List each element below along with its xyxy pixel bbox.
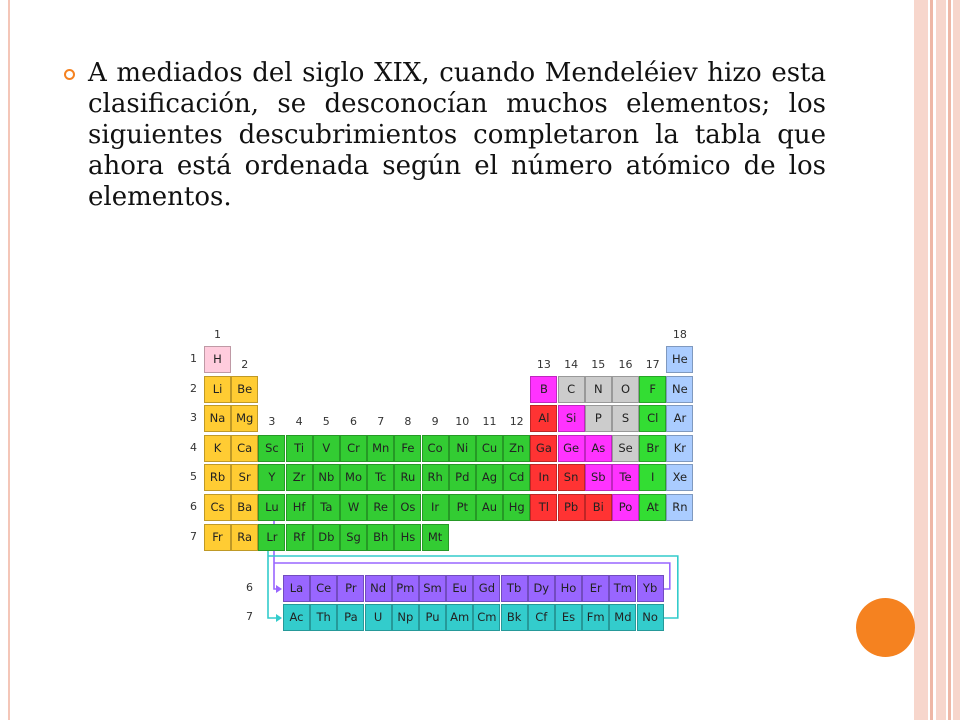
element-cell: U <box>365 604 392 631</box>
element-cell: Am <box>446 604 473 631</box>
element-cell: As <box>585 435 612 462</box>
element-cell: Er <box>582 575 609 602</box>
group-label: 3 <box>268 414 276 428</box>
element-cell: Ar <box>666 405 693 432</box>
element-cell: Sg <box>340 524 367 551</box>
element-cell: Kr <box>666 435 693 462</box>
element-cell: Sm <box>419 575 446 602</box>
element-cell: Cd <box>503 464 530 491</box>
element-cell: Be <box>231 376 258 403</box>
element-cell: Ag <box>476 464 503 491</box>
group-label: 14 <box>564 357 579 371</box>
group-label: 4 <box>295 414 303 428</box>
element-cell: Pb <box>558 494 585 521</box>
period-label: 3 <box>190 411 197 425</box>
element-cell: Lu <box>258 494 285 521</box>
element-cell: K <box>204 435 231 462</box>
element-cell: Zn <box>503 435 530 462</box>
element-cell: Al <box>530 405 557 432</box>
element-cell: Ir <box>422 494 449 521</box>
element-cell: Lr <box>258 524 285 551</box>
element-cell: Rf <box>286 524 313 551</box>
element-cell: C <box>558 376 585 403</box>
element-cell: Zr <box>286 464 313 491</box>
element-cell: Ru <box>394 464 421 491</box>
element-cell: Pr <box>337 575 364 602</box>
group-label: 7 <box>377 414 385 428</box>
element-cell: Bk <box>501 604 528 631</box>
element-cell: Rn <box>666 494 693 521</box>
element-cell: O <box>612 376 639 403</box>
group-label: 5 <box>322 414 330 428</box>
element-cell: Hf <box>286 494 313 521</box>
element-cell: Pu <box>419 604 446 631</box>
element-cell: Eu <box>446 575 473 602</box>
element-cell: Es <box>555 604 582 631</box>
element-cell: Rh <box>422 464 449 491</box>
element-cell: Cl <box>639 405 666 432</box>
element-cell: No <box>637 604 664 631</box>
element-cell: Na <box>204 405 231 432</box>
element-cell: Re <box>367 494 394 521</box>
element-cell: S <box>612 405 639 432</box>
element-cell: Xe <box>666 464 693 491</box>
connector-arrow-icon <box>276 614 282 622</box>
element-cell: Ce <box>310 575 337 602</box>
element-cell: Fr <box>204 524 231 551</box>
group-label: 12 <box>509 414 524 428</box>
group-label: 9 <box>431 414 439 428</box>
element-cell: Au <box>476 494 503 521</box>
element-cell: Np <box>392 604 419 631</box>
element-cell: Ga <box>530 435 557 462</box>
element-cell: Mo <box>340 464 367 491</box>
element-cell: Hg <box>503 494 530 521</box>
element-cell: Tc <box>367 464 394 491</box>
element-cell: Nd <box>365 575 392 602</box>
element-cell: Yb <box>637 575 664 602</box>
element-cell: Pa <box>337 604 364 631</box>
element-cell: V <box>313 435 340 462</box>
slide-paragraph: A mediados del siglo XIX, cuando Mendeléiev hizo esta clasificación, se desconocían muchos elementos; los siguientes descubrimientos completaron la tabla que ahora está ordenada según el número atómico de los elementos. <box>88 58 826 212</box>
period-label: 7 <box>190 529 197 543</box>
element-cell: Dy <box>528 575 555 602</box>
element-cell: Th <box>310 604 337 631</box>
group-label: 10 <box>455 414 470 428</box>
element-cell: Co <box>422 435 449 462</box>
group-label: 11 <box>482 414 497 428</box>
group-label: 13 <box>536 357 551 371</box>
element-cell: Db <box>313 524 340 551</box>
element-cell: Tm <box>609 575 636 602</box>
period-label: 6 <box>190 500 197 513</box>
element-cell: Os <box>394 494 421 521</box>
element-cell: F <box>639 376 666 403</box>
element-cell: Se <box>612 435 639 462</box>
period-label: 4 <box>190 440 197 454</box>
element-cell: Nb <box>313 464 340 491</box>
group-label: 2 <box>241 357 249 371</box>
element-cell: At <box>639 494 666 521</box>
element-cell: Br <box>639 435 666 462</box>
element-cell: Rb <box>204 464 231 491</box>
element-cell: Cs <box>204 494 231 521</box>
element-cell: Cf <box>528 604 555 631</box>
element-cell: Tl <box>530 494 557 521</box>
group-label: 17 <box>645 357 660 371</box>
element-cell: Ho <box>555 575 582 602</box>
element-cell: Y <box>258 464 285 491</box>
element-cell: Gd <box>473 575 500 602</box>
element-cell: Cm <box>473 604 500 631</box>
group-label: 18 <box>672 328 687 341</box>
connector-arrow-icon <box>276 585 282 593</box>
element-cell: Tb <box>501 575 528 602</box>
period-label: 7 <box>246 610 253 623</box>
element-cell: La <box>283 575 310 602</box>
group-label: 6 <box>350 414 357 428</box>
element-cell: Ti <box>286 435 313 462</box>
accent-circle <box>856 598 915 657</box>
element-cell: Md <box>609 604 636 631</box>
element-cell: Ba <box>231 494 258 521</box>
period-label: 1 <box>190 352 197 365</box>
element-cell: Bi <box>585 494 612 521</box>
element-cell: Pt <box>449 494 476 521</box>
element-cell: Ac <box>283 604 310 631</box>
element-cell: Sb <box>585 464 612 491</box>
element-cell: Ca <box>231 435 258 462</box>
element-cell: Po <box>612 494 639 521</box>
element-cell: Si <box>558 405 585 432</box>
element-cell: W <box>340 494 367 521</box>
element-cell: Mt <box>422 524 449 551</box>
element-cell: H <box>204 346 231 373</box>
element-cell: Ne <box>666 376 693 403</box>
element-cell: Ge <box>558 435 585 462</box>
element-cell: Ta <box>313 494 340 521</box>
element-cell: Fe <box>394 435 421 462</box>
element-cell: Mg <box>231 405 258 432</box>
element-cell: I <box>639 464 666 491</box>
element-cell: He <box>666 346 693 373</box>
group-label: 15 <box>591 357 606 371</box>
element-cell: P <box>585 405 612 432</box>
element-cell: B <box>530 376 557 403</box>
period-label: 5 <box>190 470 197 484</box>
element-cell: Ni <box>449 435 476 462</box>
element-cell: Te <box>612 464 639 491</box>
element-cell: Pd <box>449 464 476 491</box>
element-cell: N <box>585 376 612 403</box>
element-cell: Cr <box>340 435 367 462</box>
element-cell: Bh <box>367 524 394 551</box>
period-label: 2 <box>190 381 197 395</box>
element-cell: Sn <box>558 464 585 491</box>
group-label: 1 <box>214 328 221 341</box>
element-cell: In <box>530 464 557 491</box>
element-cell: Ra <box>231 524 258 551</box>
element-cell: Hs <box>394 524 421 551</box>
element-cell: Sr <box>231 464 258 491</box>
group-label: 16 <box>618 357 633 371</box>
period-label: 6 <box>246 581 253 594</box>
element-cell: Pm <box>392 575 419 602</box>
element-cell: Mn <box>367 435 394 462</box>
element-cell: Cu <box>476 435 503 462</box>
element-cell: Sc <box>258 435 285 462</box>
group-label: 8 <box>404 414 412 428</box>
element-cell: Li <box>204 376 231 403</box>
element-cell: Fm <box>582 604 609 631</box>
